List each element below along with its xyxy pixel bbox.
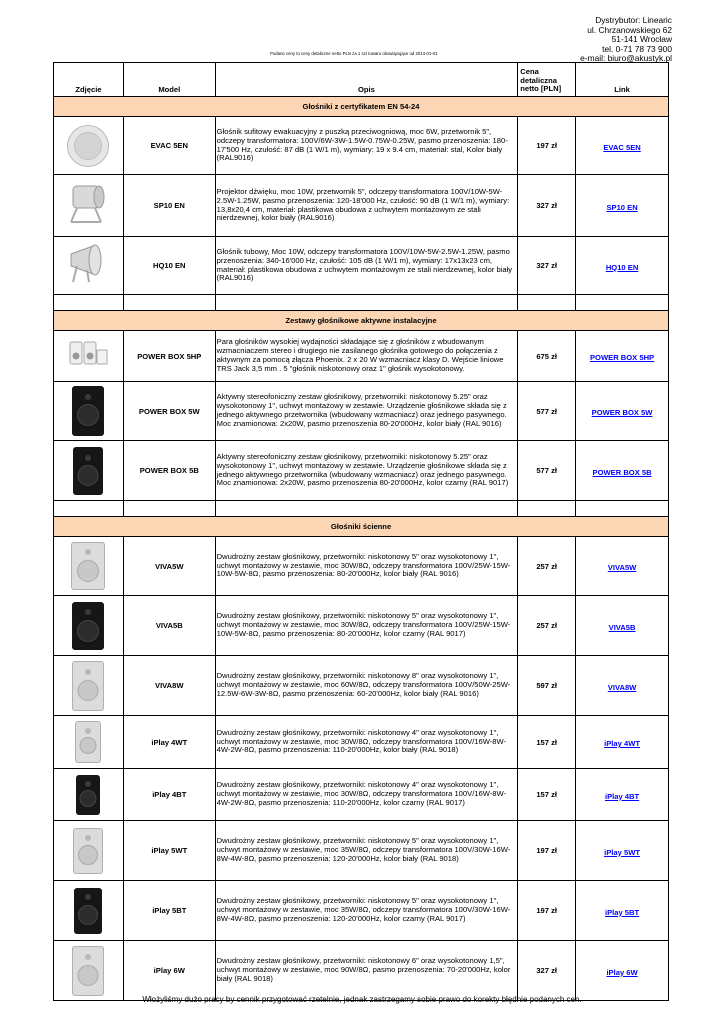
price-notice: Podane ceny to ceny detaliczne netto PLN za 1 szt towaru obowiązujące od 2014-01-01: [270, 51, 438, 56]
footer-disclaimer: Włożyliśmy dużo pracy by cennik przygotować rzetelnie, jednak zastrzegamy sobie prawo do korekty błędnie podanych cen.: [142, 995, 582, 1004]
table-row: [54, 331, 669, 382]
product-link[interactable]: iPlay 4WT: [604, 739, 640, 748]
section-row: [54, 97, 669, 117]
table-row: [54, 941, 669, 1001]
price-cell: 327 zł: [518, 237, 576, 295]
product-link[interactable]: VIVA5B: [608, 622, 636, 632]
header-photo: Zdjęcie: [54, 63, 124, 97]
photo-cell: [54, 716, 124, 769]
description-cell: Dwudrożny zestaw głośnikowy, przetworniki: niskotonowy 5" oraz wysokotonowy 1", uchwyt montażowy w zestawie, moc 30W/8Ω, odczepy transformatora 100V/25W-15W-10W-5W-8Ω, pasmo przenoszenia: 80-20'000Hz, kolor czarny (RAL 9017): [215, 596, 518, 656]
header-price: [518, 63, 576, 97]
photo-cell: [54, 237, 124, 295]
link-cell: [576, 769, 669, 821]
photo-cell: [54, 596, 124, 656]
model-cell: iPlay 5WT: [123, 821, 215, 881]
product-link[interactable]: POWER BOX 5HP: [589, 353, 655, 362]
price-cell: 157 zł: [518, 769, 576, 821]
description-cell: Dwudrożny zestaw głośnikowy, przetworniki: niskotonowy 8" oraz wysokotonowy 1", uchwyt montażowy w zestawie, moc 60W/8Ω, odczepy transformatora 100V/50W-25W-12.5W-6W-3W-8Ω, pasmo przenoszenia: 60-20'000Hz, kolor biały (RAL 9016): [215, 656, 518, 716]
spacer-row: [54, 295, 669, 311]
table-row: [54, 881, 669, 941]
model-cell: EVAC 5EN: [123, 117, 215, 175]
photo-cell: [54, 441, 124, 501]
table-row: [54, 175, 669, 237]
header-model: Model: [123, 63, 215, 97]
distributor-info: [580, 16, 672, 64]
table-row: [54, 656, 669, 716]
ceiling-speaker-icon: [67, 125, 109, 167]
header-link: Link: [576, 63, 669, 97]
photo-cell: [54, 175, 124, 237]
product-link[interactable]: VIVA5W: [607, 563, 637, 572]
black-speaker-icon: [73, 447, 103, 495]
photo-cell: [54, 656, 124, 716]
model-cell: VIVA8W: [123, 656, 215, 716]
link-cell: [576, 656, 669, 716]
photo-cell: [54, 821, 124, 881]
section-title: Głośniki z certyfikatem EN 54-24: [54, 97, 669, 117]
link-cell: [576, 596, 669, 656]
section-title: Zestawy głośnikowe aktywne instalacyjne: [54, 311, 669, 331]
spacer-row: [54, 501, 669, 517]
price-list-table: [53, 62, 669, 1001]
distributor-street: ul. Chrzanowskiego 62: [587, 24, 672, 35]
horn-speaker-icon: [63, 240, 113, 286]
price-cell: 577 zł: [518, 441, 576, 501]
model-cell: iPlay 4WT: [123, 716, 215, 769]
photo-cell: [54, 117, 124, 175]
header-price-line3: netto [PLN]: [520, 84, 562, 94]
model-cell: POWER BOX 5W: [123, 382, 215, 441]
table-header-row: [54, 63, 669, 97]
link-cell: [576, 382, 669, 441]
description-cell: Projektor dźwięku, moc 10W, przetwornik 5", odczepy transformatora 100V/10W-5W-2.5W-1.25W, pasmo przenoszenia: 120-18'000 Hz, czułość: 90 dB (1 W/1 m), wymiary: 13,8x20,4 cm, materiał: plastikowa obudowa z uchwytem montażowym ze stali nierdzewnej, kolor biały (RAL9016): [215, 175, 518, 237]
link-cell: [576, 175, 669, 237]
projector-speaker-icon: [63, 178, 113, 228]
price-cell: 597 zł: [518, 656, 576, 716]
product-link[interactable]: HQ10 EN: [605, 262, 639, 272]
description-cell: Dwudrożny zestaw głośnikowy, przetworniki: niskotonowy 5" oraz wysokotonowy 1", uchwyt montażowy w zestawie, moc 35W/8Ω, odczepy transformatora 100V/30W-16W-8W-4W-8Ω, pasmo przenoszenia: 120-20'000Hz, kolor czarny (RAL 9017): [215, 881, 518, 941]
table-row: [54, 596, 669, 656]
photo-cell: [54, 331, 124, 382]
price-cell: 257 zł: [518, 596, 576, 656]
product-link[interactable]: SP10 EN: [606, 202, 638, 212]
link-cell: [576, 237, 669, 295]
price-cell: 257 zł: [518, 537, 576, 596]
model-cell: iPlay 4BT: [123, 769, 215, 821]
model-cell: SP10 EN: [123, 175, 215, 237]
model-cell: VIVA5B: [123, 596, 215, 656]
description-cell: Głośnik sufitowy ewakuacyjny z puszką przeciwogniową, moc 6W, przetwornik 5", odczepy transformatora: 100V/6W-3W-1.5W-0.75W-0.25W, pasmo przenoszenia: 180-17'500 Hz, czułość: 87 dB (1 W/1 m), wymiary: 19 x 9.4 cm, materiał: stal, Kolor biały (RAL9016): [215, 117, 518, 175]
link-cell: [576, 331, 669, 382]
link-cell: [576, 537, 669, 596]
header-price-line1: Cena: [520, 67, 539, 77]
model-cell: VIVA5W: [123, 537, 215, 596]
description-cell: Dwudrożny zestaw głośnikowy, przetworniki: niskotonowy 4" oraz wysokotonowy 1", uchwyt montażowy w zestawie, moc 30W/8Ω, odczepy transformatora 100V/16W-8W-4W-2W-8Ω, pasmo przenoszenia: 110-20'000Hz, kolor biały (RAL 9018): [215, 716, 518, 769]
price-cell: 197 zł: [518, 117, 576, 175]
product-link[interactable]: VIVA8W: [607, 682, 637, 692]
link-cell: [576, 881, 669, 941]
price-cell: 577 zł: [518, 382, 576, 441]
model-cell: iPlay 6W: [123, 941, 215, 1001]
table-row: [54, 769, 669, 821]
product-link[interactable]: iPlay 5BT: [604, 907, 640, 917]
model-cell: POWER BOX 5B: [123, 441, 215, 501]
product-link[interactable]: iPlay 6W: [606, 967, 638, 977]
product-link[interactable]: iPlay 4BT: [604, 791, 640, 801]
product-link[interactable]: EVAC 5EN: [603, 142, 641, 152]
table-row: [54, 716, 669, 769]
white-speaker-icon: [72, 946, 104, 996]
photo-cell: [54, 881, 124, 941]
description-cell: Dwudrożny zestaw głośnikowy, przetworniki: niskotonowy 5" oraz wysokotonowy 1", uchwyt montażowy w zestawie, moc 35W/8Ω, odczepy transformatora 100V/30W-16W-8W-4W-8Ω, pasmo przenoszenia: 120-20'000Hz, kolor biały (RAL 9018): [215, 821, 518, 881]
table-row: [54, 237, 669, 295]
black-speaker-icon: [76, 775, 100, 815]
link-cell: [576, 821, 669, 881]
model-cell: HQ10 EN: [123, 237, 215, 295]
price-cell: 675 zł: [518, 331, 576, 382]
photo-cell: [54, 382, 124, 441]
photo-cell: [54, 941, 124, 1001]
white-speaker-icon: [72, 661, 104, 711]
table-row: [54, 382, 669, 441]
price-cell: 327 zł: [518, 175, 576, 237]
distributor-name: Dystrybutor: Linearic: [595, 15, 672, 25]
header-description: Opis: [215, 63, 518, 97]
price-cell: 327 zł: [518, 941, 576, 1001]
model-cell: iPlay 5BT: [123, 881, 215, 941]
table-row: [54, 821, 669, 881]
product-link[interactable]: POWER BOX 5B: [592, 467, 652, 477]
white-speaker-icon: [75, 721, 101, 763]
description-cell: Aktywny stereofoniczny zestaw głośnikowy, przetworniki: niskotonowy 5.25" oraz wysokotonowy 1", uchwyt montażowy w zestawie. Urządzenie głośnikowe składa się z jednego aktywnego przetwornika (wbudowany wzmacniacz) oraz jednego pasywnego. Moc znamionowa: 2x20W, pasmo przenoszenia 80-20'000Hz, kolor biały (RAL 9016): [215, 382, 518, 441]
product-link[interactable]: iPlay 5WT: [604, 847, 640, 857]
section-row: [54, 517, 669, 537]
description-cell: Dwudrożny zestaw głośnikowy, przetworniki: niskotonowy 5" oraz wysokotonowy 1", uchwyt montażowy w zestawie, moc 30W/8Ω, odczepy transformatora 100V/25W-15W-10W-5W-8Ω, pasmo przenoszenia: 80-20'000Hz, kolor biały (RAL 9016): [215, 537, 518, 596]
description-cell: Para głośników wysokiej wydajności składające się z głośników z wbudowanym wzmacniaczem stereo i drugiego nie zasilanego głośnika gotowego do połączenia z aktywnym za pomocą złącza Phoenix. 2 x 20 W wzmacniacz klasy D. Wejście liniowe TRS Jack 3,5 mm . 5 "głośnik niskotonowy oraz 1" głośnik wysokotonowy.: [215, 331, 518, 382]
table-row: [54, 537, 669, 596]
price-cell: 157 zł: [518, 716, 576, 769]
distributor-email: e-mail: biuro@akustyk.pl: [580, 53, 672, 64]
link-cell: [576, 441, 669, 501]
product-link[interactable]: POWER BOX 5W: [591, 408, 653, 417]
distributor-phone: tel. 0-71 78 73 900: [602, 43, 672, 54]
black-speaker-icon: [72, 386, 104, 436]
table-row: [54, 117, 669, 175]
white-speaker-icon: [73, 828, 103, 874]
price-cell: 197 zł: [518, 881, 576, 941]
photo-cell: [54, 537, 124, 596]
black-speaker-icon: [72, 602, 104, 650]
photo-cell: [54, 769, 124, 821]
header-price-line2: detaliczna: [520, 75, 557, 85]
description-cell: Dwudrożny zestaw głośnikowy, przetworniki: niskotonowy 4" oraz wysokotonowy 1", uchwyt montażowy w zestawie, moc 30W/8Ω, odczepy transformatora 100V/16W-8W-4W-2W-8Ω, pasmo przenoszenia: 110-20'000Hz, kolor czarny (RAL 9017): [215, 769, 518, 821]
model-cell: POWER BOX 5HP: [123, 331, 215, 382]
description-cell: Aktywny stereofoniczny zestaw głośnikowy, przetworniki: niskotonowy 5.25" oraz wysokotonowy 1", uchwyt montażowy w zestawie. Urządzenie głośnikowe składa się z jednego aktywnego przetwornika (wbudowany wzmacniacz) oraz jednego pasywnego. Moc znamionowa: 2x20W, pasmo przenoszenia 80-20'000Hz, kolor czarny (RAL 9017): [215, 441, 518, 501]
link-cell: [576, 117, 669, 175]
link-cell: [576, 716, 669, 769]
description-cell: Głośnik tubowy, Moc 10W, odczepy transformatora 100V/10W-5W-2.5W-1.25W, pasmo przenoszenia: 340-16'000 Hz, czułość: 105 dB (1 W/1 m), wymiary: 17x13x23 cm, materiał: plastikowa obudowa z uchwytem montażowym ze stali nierdzewnej, kolor biały (RAL9016): [215, 237, 518, 295]
white-speaker-icon: [71, 542, 105, 590]
section-row: [54, 311, 669, 331]
distributor-city: 51-141 Wrocław: [611, 34, 672, 45]
speaker-set-icon: [66, 336, 110, 372]
section-title: Głośniki ścienne: [54, 517, 669, 537]
table-row: [54, 441, 669, 501]
price-cell: 197 zł: [518, 821, 576, 881]
link-cell: [576, 941, 669, 1001]
black-speaker-icon: [74, 888, 102, 934]
description-cell: Dwudrożny zestaw głośnikowy, przetworniki: niskotonowy 6" oraz wysokotonowy 1,5", uchwyt montażowy w zestawie, moc 90W/8Ω, pasmo przenoszenia: 70-20'000Hz, kolor biały (RAL 9018): [215, 941, 518, 1001]
